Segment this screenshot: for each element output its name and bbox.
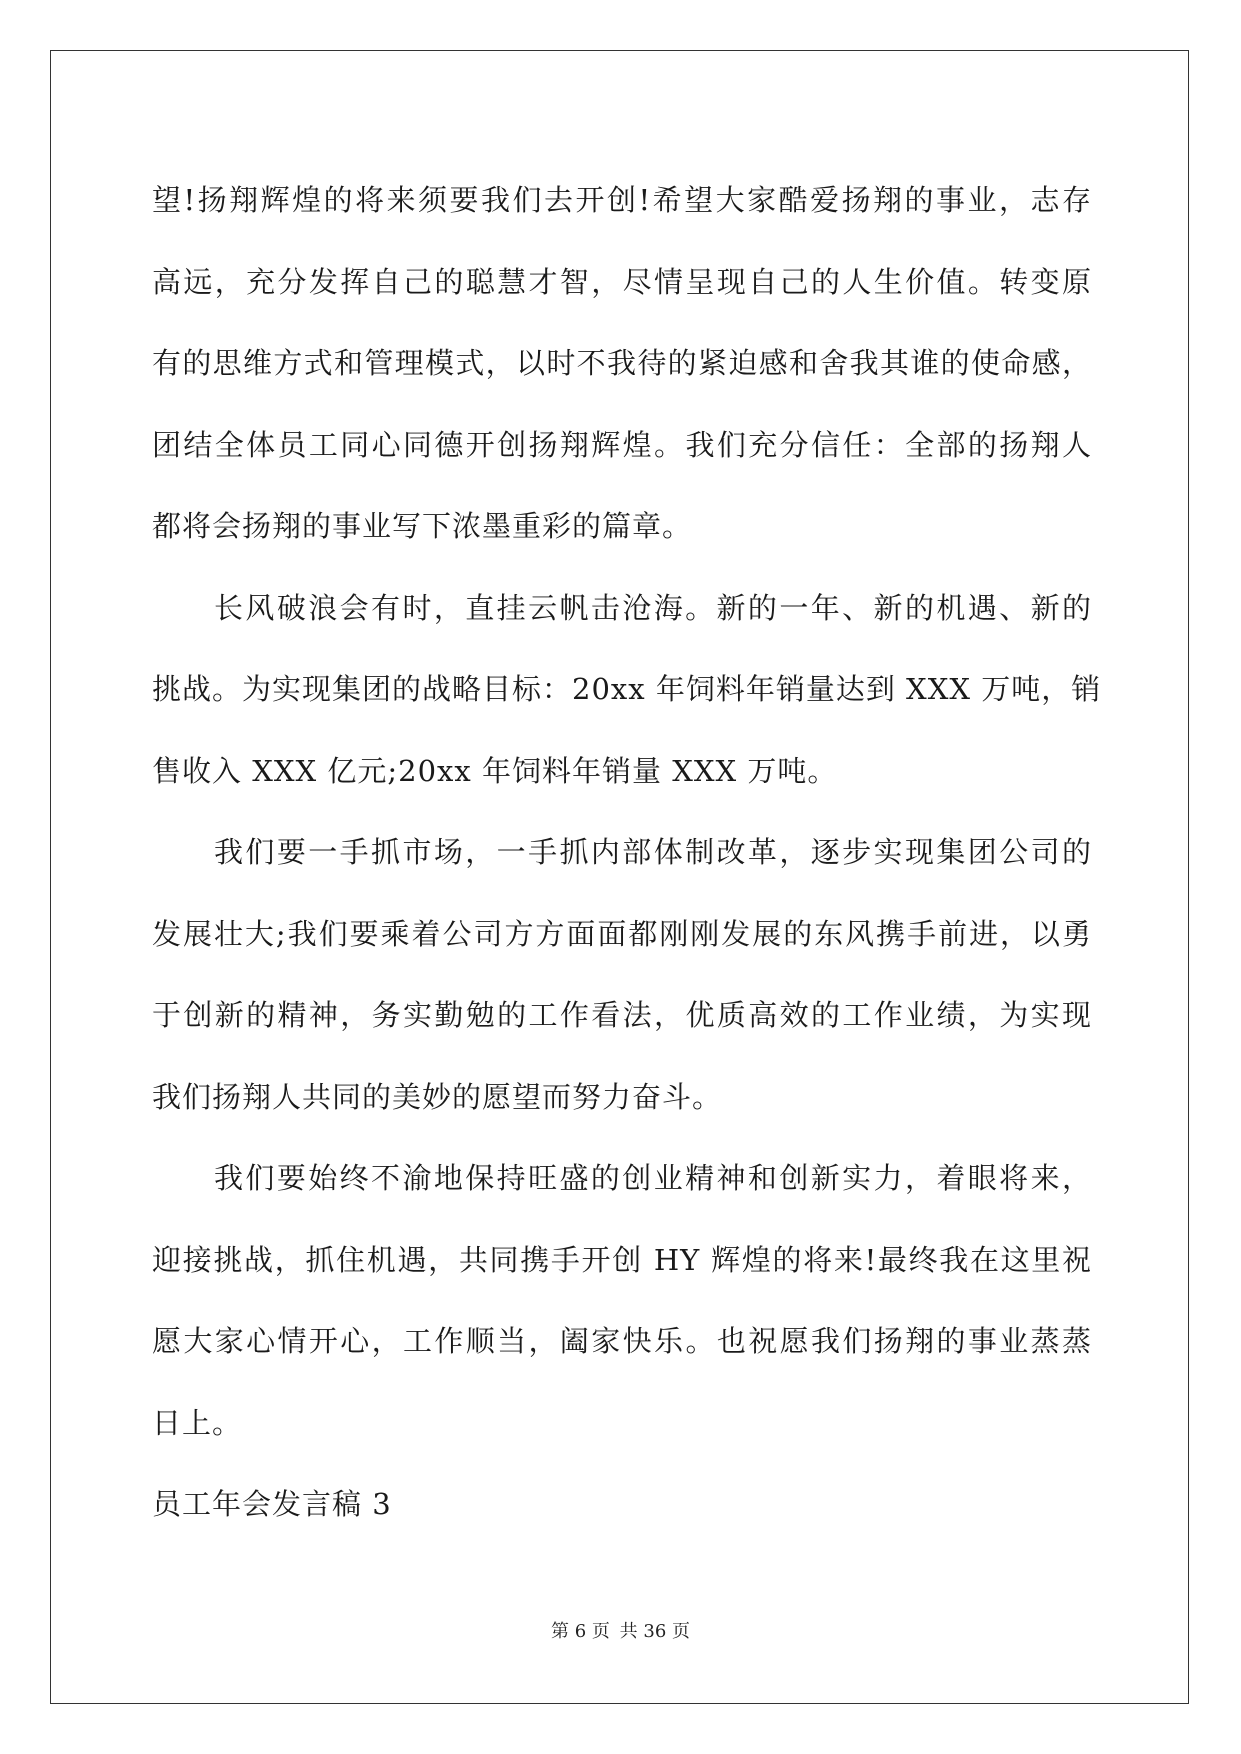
text-line: 日上。 bbox=[152, 1405, 243, 1440]
text-line: 高远，充分发挥自己的聪慧才智，尽情呈现自己的人生价值。转变原 bbox=[152, 264, 1092, 299]
section-heading: 员工年会发言稿 3 bbox=[152, 1487, 392, 1521]
text-line: 愿大家心情开心，工作顺当，阖家快乐。也祝愿我们扬翔的事业蒸蒸 bbox=[152, 1324, 1092, 1358]
text-line: 有的思维方式和管理模式，以时不我待的紧迫感和舍我其谁的使命感， bbox=[152, 346, 1092, 380]
document-body bbox=[152, 160, 1102, 1546]
paragraph-first-line: 我们要始终不渝地保持旺盛的创业精神和创新实力，着眼将来， bbox=[214, 1161, 1092, 1195]
text-line: 挑战。为实现集团的战略目标：20xx 年饲料年销量达到 XXX 万吨，销 bbox=[152, 672, 1102, 706]
paragraph-first-line: 长风破浪会有时，直挂云帆击沧海。新的一年、新的机遇、新的 bbox=[214, 590, 1092, 625]
page-footer bbox=[0, 1617, 1241, 1643]
text-line: 迎接挑战，抓住机遇，共同携手开创 HY 辉煌的将来!最终我在这里祝 bbox=[152, 1242, 1092, 1277]
page-total: 共 36 页 bbox=[619, 1621, 690, 1642]
page-number: 第 6 页 bbox=[551, 1621, 610, 1642]
text-line: 于创新的精神，务实勤勉的工作看法，优质高效的工作业绩，为实现 bbox=[152, 998, 1092, 1032]
text-line: 发展壮大;我们要乘着公司方方面面都刚刚发展的东风携手前进，以勇 bbox=[152, 916, 1092, 951]
paragraph-first-line: 我们要一手抓市场，一手抓内部体制改革，逐步实现集团公司的 bbox=[214, 835, 1092, 869]
text-line: 望!扬翔辉煌的将来须要我们去开创!希望大家酷爱扬翔的事业，志存 bbox=[152, 183, 1092, 217]
text-line: 我们扬翔人共同的美妙的愿望而努力奋斗。 bbox=[152, 1079, 723, 1114]
text-line: 售收入 XXX 亿元;20xx 年饲料年销量 XXX 万吨。 bbox=[152, 753, 838, 788]
text-line: 团结全体员工同心同德开创扬翔辉煌。我们充分信任：全部的扬翔人 bbox=[152, 427, 1092, 462]
text-line: 都将会扬翔的事业写下浓墨重彩的篇章。 bbox=[152, 509, 693, 543]
